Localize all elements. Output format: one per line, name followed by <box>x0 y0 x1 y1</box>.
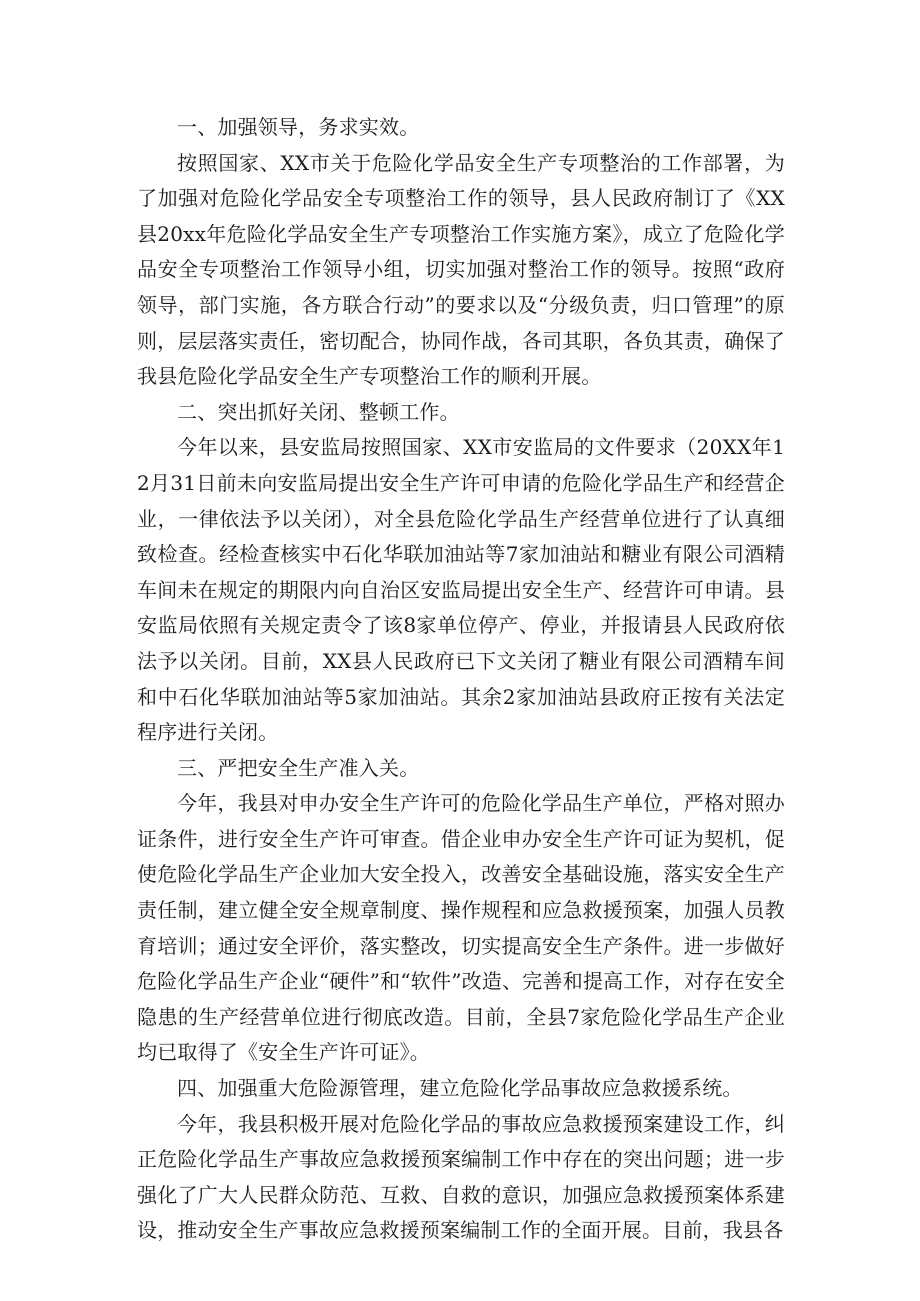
section-body-2: 今年以来，县安监局按照国家、XX市安监局的文件要求（20XX年12月31日前未向安监局提出安全生产许可申请的危险化学品生产和经营企业，一律依法予以关闭），对全县危险化学品生产经营单位进行了认真细致检查。经检查核实中石化华联加油站等7家加油站和糖业有限公司酒精车间未在规定的期限内向自治区安监局提出安全生产、经营许可申请。县安监局依照有关规定责令了该8家单位停产、停业，并报请县人民政府依法予以关闭。目前，XX县人民政府已下文关闭了糖业有限公司酒精车间和中石化华联加油站等5家加油站。其余2家加油站县政府正按有关法定程序进行关闭。 <box>137 435 785 745</box>
section-heading-1: 一、加强领导，务求实效。 <box>177 115 420 139</box>
section-heading-3: 三、严把安全生产准入关。 <box>177 755 420 780</box>
section-heading-2: 二、突出抓好关闭、整顿工作。 <box>177 399 460 424</box>
section-body-4: 今年，我县积极开展对危险化学品的事故应急救援预案建设工作，纠正危险化学品生产事故应急救援预案编制工作中存在的突出问题；进一步强化了广大人民群众防范、互救、自救的意识，加强应急救援预案体系建设，推动安全生产事故应急救援预案编制工作的全面开展。目前，我县各 <box>137 1111 785 1243</box>
section-body-1: 按照国家、XX市关于危险化学品安全生产专项整治的工作部署，为了加强对危险化学品安全专项整治工作的领导，县人民政府制订了《XX县20xx年危险化学品安全生产专项整治工作实施方案》，成立了危险化学品安全专项整治工作领导小组，切实加强对整治工作的领导。按照“政府领导，部门实施，各方联合行动”的要求以及“分级负责，归口管理”的原则，层层落实责任，密切配合，协同作战，各司其职，各负其责，确保了我县危险化学品安全生产专项整治工作的顺利开展。 <box>137 150 785 389</box>
section-body-3: 今年，我县对申办安全生产许可的危险化学品生产单位，严格对照办证条件，进行安全生产许可审查。借企业申办安全生产许可证为契机，促使危险化学品生产企业加大安全投入，改善安全基础设施，落实安全生产责任制，建立健全安全规章制度、操作规程和应急救援预案，加强人员教育培训；通过安全评价，落实整改，切实提高安全生产条件。进一步做好危险化学品生产企业“硬件”和“软件”改造、完善和提高工作，对存在安全隐患的生产经营单位进行彻底改造。目前，全县7家危险化学品生产企业均已取得了《安全生产许可证》。 <box>137 791 785 1065</box>
document-body <box>137 110 785 1249</box>
section-heading-4: 四、加强重大危险源管理，建立危险化学品事故应急救援系统。 <box>177 1076 743 1101</box>
